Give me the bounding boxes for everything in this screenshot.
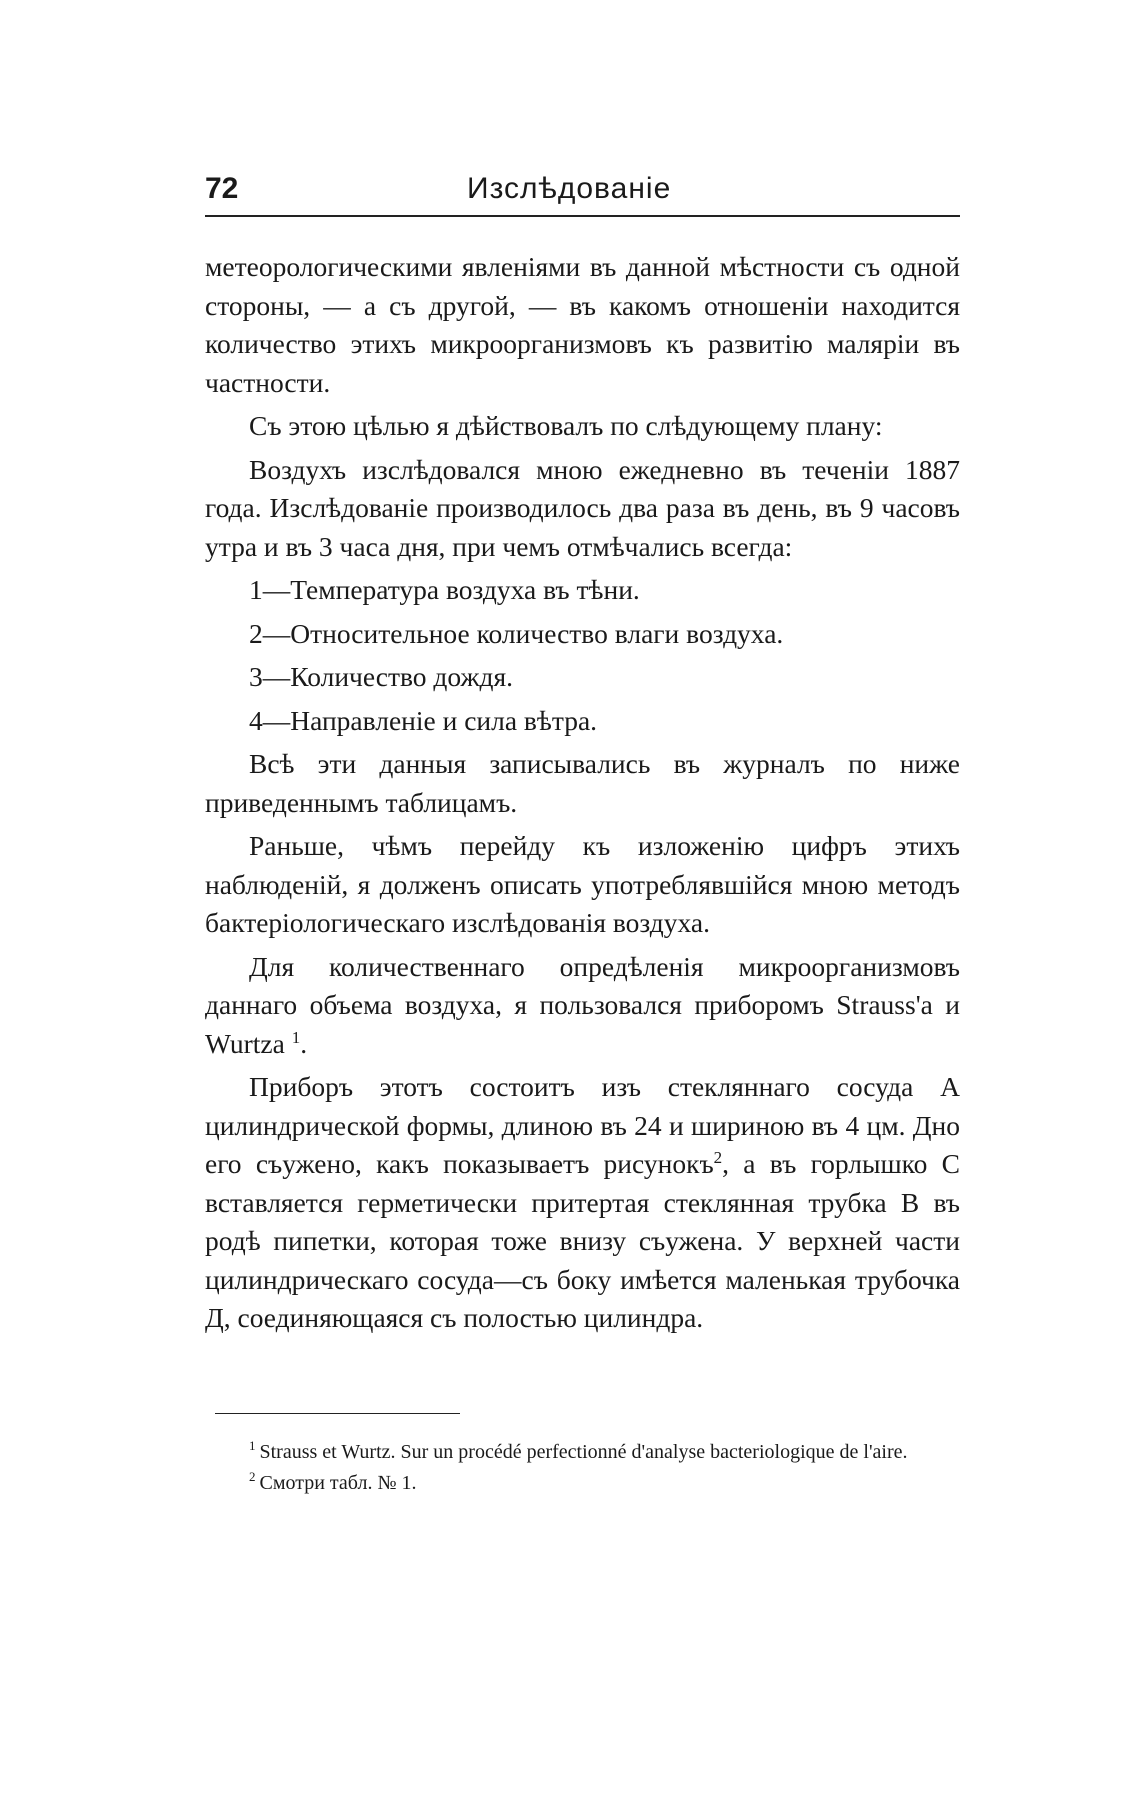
list-item: 3—Количество дождя. (249, 661, 513, 692)
footnote (205, 1468, 960, 1499)
paragraph: Съ этою цѣлью я дѣйствовалъ по слѣдующему плану: (249, 410, 883, 441)
paragraph: метеорологическими явленіями въ данной мѣстности съ одной стороны, — а съ другой, — въ какомъ отношеніи находится количество этихъ микроорганизмовъ къ развитію маляріи въ частности. (205, 251, 960, 398)
paragraph: Воздухъ изслѣдовался мною ежедневно въ теченіи 1887 года. Изслѣдованіе производилось два раза въ день, въ 9 часовъ утра и въ 3 часа дня, при чемъ отмѣчались всегда: (205, 453, 960, 562)
footnote-rule (215, 1413, 460, 1414)
paragraph (205, 948, 960, 1064)
list-item: 4—Направленіе и сила вѣтра. (249, 704, 598, 736)
page-number: 72 (205, 172, 239, 205)
period: . (300, 1027, 308, 1059)
paragraph (205, 1068, 960, 1338)
paragraph-text: Для количественнаго опредѣленія микроорганизмовъ даннаго объема воздуха, я пользовался приборомъ Strauss'а и Wurtza (205, 950, 960, 1059)
page-header (205, 172, 960, 212)
list-item: 2—Относительное количество влаги воздуха. (249, 617, 784, 649)
paragraph: Всѣ эти данныя записывались въ журналъ по ниже приведеннымъ таблицамъ. (205, 748, 960, 818)
paragraph: Раньше, чѣмъ перейду къ изложенію цифръ этихъ наблюденій, я долженъ описать употреблявшійся мною методъ бактеріологическаго изслѣдованія воздуха. (205, 830, 960, 938)
footnote (205, 1437, 960, 1468)
header-rule (205, 215, 960, 217)
paragraph-text: , а въ горлышко С вставляется герметически притертая стеклянная трубка В въ родѣ пипетки, которая тоже внизу съужена. У верхней части цилиндрическаго сосуда—съ боку имѣется маленькая трубочка Д, соединяющаяся съ полостью цилиндра. (205, 1148, 960, 1333)
footnote-text: Strauss et Wurtz. Sur un procédé perfectionné d'analyse bacteriologique de l'aire. (259, 1441, 908, 1463)
footnote-text: Смотри табл. № 1. (259, 1472, 417, 1494)
body-text (205, 248, 960, 1343)
list-item: 1—Температура воздуха въ тѣни. (249, 574, 640, 605)
footnotes (205, 1437, 960, 1499)
running-title: Изслѣдованіе (467, 172, 672, 205)
footnote-ref: 1 (291, 1027, 301, 1047)
paragraph-text: Приборъ этотъ состоитъ изъ стекляннаго сосуда А цилиндрической формы, длиною въ 24 и шириною въ 4 цм. Дно его съужено, какъ показываетъ рисунокъ (205, 1071, 960, 1179)
footnote-ref: 2 (713, 1147, 723, 1167)
footnote-mark: 1 (249, 1438, 256, 1454)
footnote-mark: 2 (249, 1469, 256, 1485)
